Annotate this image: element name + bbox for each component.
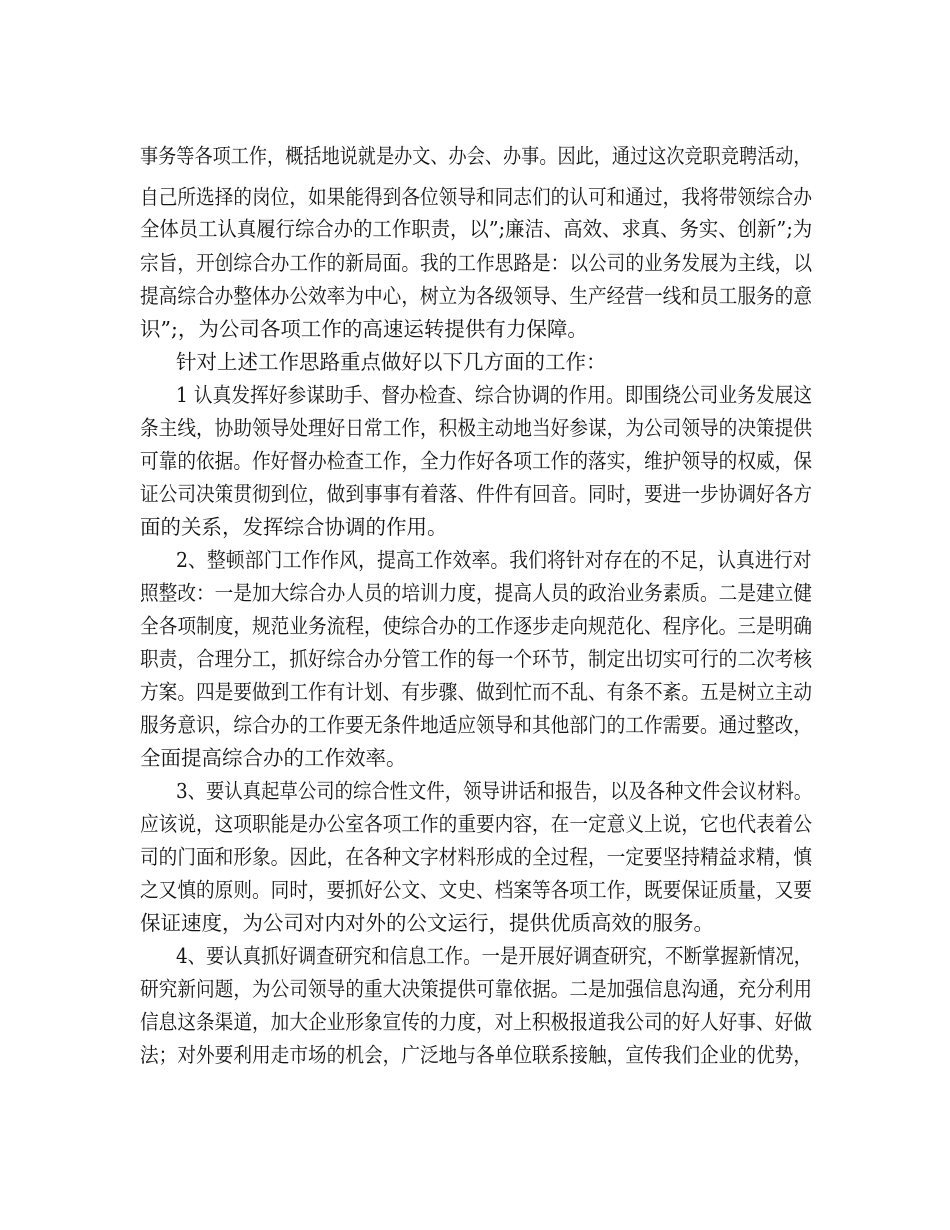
body-text-line: 4、要认真抓好调查研究和信息工作。一是开展好调查研究，不断掌握新情况， xyxy=(176,944,813,968)
body-text-line: 识”;，为公司各项工作的高速运转提供有力保障。 xyxy=(140,317,588,341)
body-text-line: 应该说，这项职能是办公室各项工作的重要内容，在一定意义上说，它也代表着公 xyxy=(140,812,813,836)
body-text-line: 提高综合办整体办公效率为中心，树立为各级领导、生产经营一线和员工服务的意 xyxy=(140,284,813,308)
body-text-line: 全各项制度，规范业务流程，使综合办的工作逐步走向规范化、程序化。三是明确 xyxy=(140,614,813,638)
body-text-line: 司的门面和形象。因此，在各种文字材料形成的全过程，一定要坚持精益求精，慎 xyxy=(140,845,813,869)
body-text-line: 针对上述工作思路重点做好以下几方面的工作： xyxy=(176,350,607,374)
body-text-line: 3、要认真起草公司的综合性文件，领导讲话和报告，以及各种文件会议材料。 xyxy=(176,779,813,803)
body-text-line: 自己所选择的岗位，如果能得到各位领导和同志们的认可和通过，我将带领综合办 xyxy=(140,185,813,209)
body-text-line: 可靠的依据。作好督办检查工作，全力作好各项工作的落实，维护领导的权威，保 xyxy=(140,449,813,473)
body-text-line: 照整改：一是加大综合办人员的培训力度，提高人员的政治业务素质。二是建立健 xyxy=(140,581,813,605)
body-text-line: 之又慎的原则。同时，要抓好公文、文史、档案等各项工作，既要保证质量，又要 xyxy=(140,878,813,902)
body-text-line: 信息这条渠道，加大企业形象宣传的力度，对上积极报道我公司的好人好事、好做 xyxy=(140,1010,813,1034)
body-text-line: 条主线，协助领导处理好日常工作，积极主动地当好参谋，为公司领导的决策提供 xyxy=(140,416,813,440)
body-text-line: 证公司决策贯彻到位，做到事事有着落、件件有回音。同时，要进一步协调好各方 xyxy=(140,482,813,506)
body-text-line: 2、整顿部门工作作风，提高工作效率。我们将针对存在的不足，认真进行对 xyxy=(176,548,812,572)
body-text-line: 面的关系，发挥综合协调的作用。 xyxy=(140,515,448,539)
body-text-line: 研究新问题，为公司领导的重大决策提供可靠依据。二是加强信息沟通，充分利用 xyxy=(140,977,813,1001)
body-text-line: 职责，合理分工，抓好综合办分管工作的每一个环节，制定出切实可行的二次考核 xyxy=(140,647,813,671)
body-text-line: 方案。四是要做到工作有计划、有步骤、做到忙而不乱、有条不紊。五是树立主动 xyxy=(140,680,813,704)
body-text-line: 事务等各项工作，概括地说就是办文、办会、办事。因此，通过这次竞职竞聘活动， xyxy=(140,144,812,168)
body-text-line: 全体员工认真履行综合办的工作职责，以”;廉洁、高效、求真、务实、创新”;为 xyxy=(140,217,813,241)
body-text-line: 保证速度，为公司对内对外的公文运行，提供优质高效的服务。 xyxy=(140,911,714,935)
body-text-line: 宗旨，开创综合办工作的新局面。我的工作思路是：以公司的业务发展为主线，以 xyxy=(140,251,813,275)
body-text-line: 服务意识，综合办的工作要无条件地适应领导和其他部门的工作需要。通过整改， xyxy=(140,713,813,737)
body-text-line: 全面提高综合办的工作效率。 xyxy=(140,746,407,770)
body-text-line: 1 认真发挥好参谋助手、督办检查、综合协调的作用。即围绕公司业务发展这 xyxy=(176,383,813,407)
body-text-line: 法；对外要利用走市场的机会，广泛地与各单位联系接触，宣传我们企业的优势， xyxy=(140,1043,813,1067)
